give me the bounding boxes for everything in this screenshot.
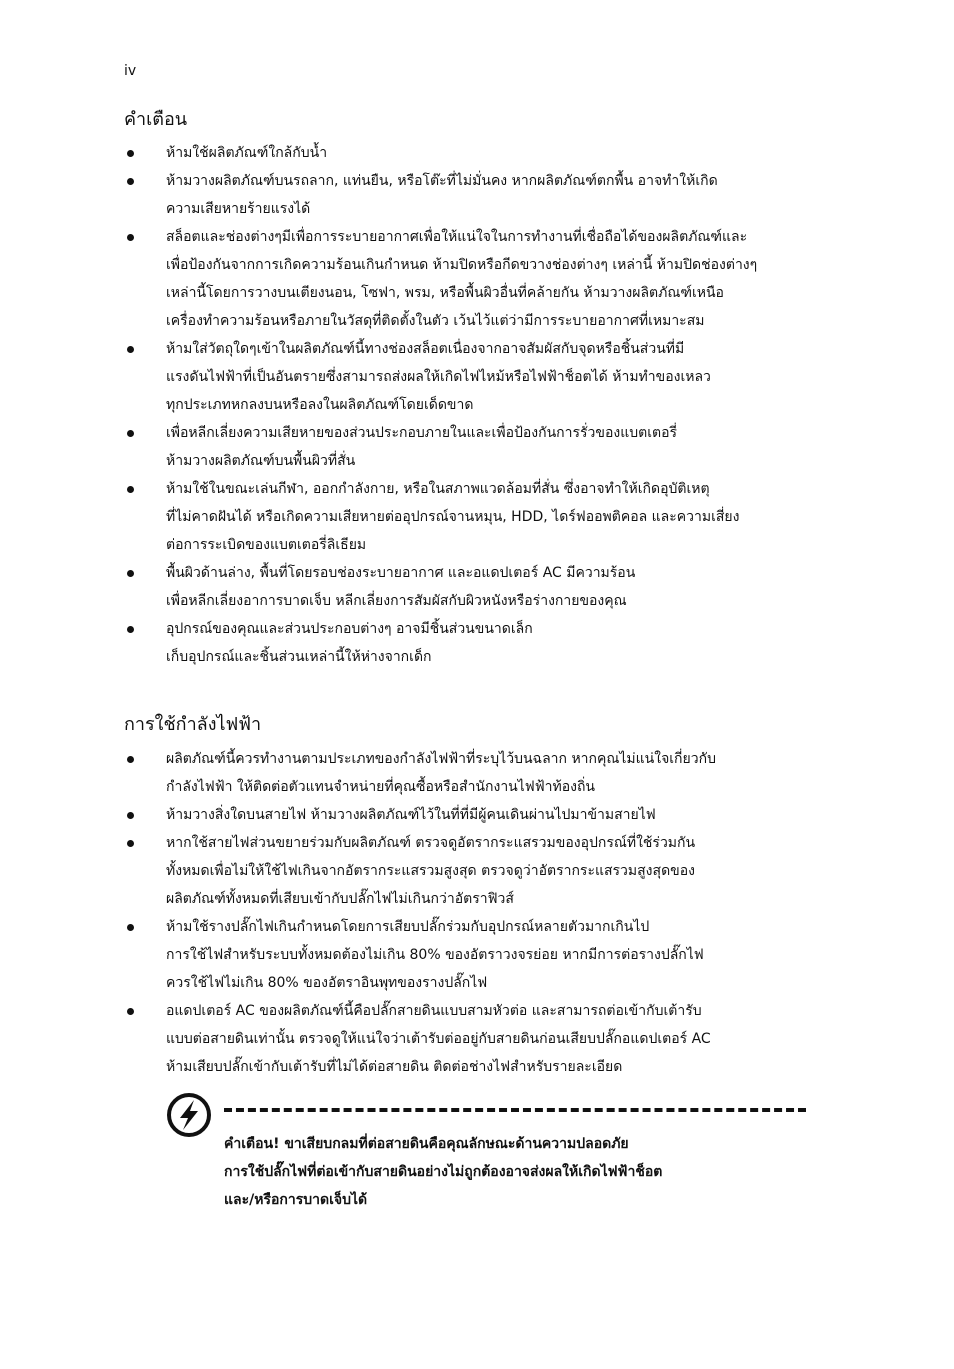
note-line: และ/หรือการบาดเจ็บได้ (224, 1192, 368, 1208)
list-item (124, 139, 824, 167)
list-item (124, 559, 824, 615)
list-item-line: พื้นผิวด้านล่าง, พื้นที่โดยรอบช่องระบายอากาศ และอแดปเตอร์ AC มีความร้อน (166, 565, 636, 581)
note-dashed-rule (224, 1108, 806, 1112)
bullet-dot-icon (127, 486, 134, 493)
list-item-line: ต่อการระเบิดของแบตเตอรี่ลิเธียม (166, 537, 367, 553)
list-item-line: ห้ามใช้รางปลั๊กไฟเกินกำหนดโดยการเสียบปลั๊กร่วมกับอุปกรณ์หลายตัวมากเกินไป (166, 919, 650, 935)
note-line: การใช้ปลั๊กไฟที่ต่อเข้ากับสายดินอย่างไม่ถูกต้องอาจส่งผลให้เกิดไฟฟ้าช็อต (224, 1164, 663, 1180)
list-item (124, 615, 824, 671)
section-title-warning: คำเตือน (124, 109, 188, 130)
bullet-dot-icon (127, 430, 134, 437)
bullet-dot-icon (127, 234, 134, 241)
list-item-line: อแดปเตอร์ AC ของผลิตภัณฑ์นี้คือปลั๊กสายดินแบบสามหัวต่อ และสามารถต่อเข้ากับเต้ารับ (166, 1003, 702, 1019)
list-item-line: ห้ามวางผลิตภัณฑ์บนรถลาก, แท่นยืน, หรือโต๊ะที่ไม่มั่นคง หากผลิตภัณฑ์ตกพื้น อาจทำให้เกิด (166, 173, 718, 189)
section-title-power: การใช้กำลังไฟฟ้า (124, 714, 262, 735)
lightning-warning-icon (166, 1092, 212, 1138)
list-item-line: แบบต่อสายดินเท่านั้น ตรวจดูให้แน่ใจว่าเต้ารับต่ออยู่กับสายดินก่อนเสียบปลั๊กอแดปเตอร์ AC (166, 1031, 711, 1047)
warning-bullet-list (124, 139, 824, 671)
bullet-dot-icon (127, 924, 134, 931)
bullet-dot-icon (127, 570, 134, 577)
list-item-line: ห้ามใช้ผลิตภัณฑ์ใกล้กับน้ำ (166, 145, 328, 161)
list-item-line: การใช้ไฟสำหรับระบบทั้งหมดต้องไม่เกิน 80% ของอัตราวงจรย่อย หากมีการต่อรางปลั๊กไฟ (166, 947, 704, 963)
list-item-line: ห้ามใส่วัตถุใดๆเข้าในผลิตภัณฑ์นี้ทางช่องสล็อตเนื่องจากอาจสัมผัสกับจุดหรือชิ้นส่วนที่มี (166, 341, 685, 357)
note-text (224, 1130, 814, 1214)
list-item-line: แรงดันไฟฟ้าที่เป็นอันตรายซึ่งสามารถส่งผลให้เกิดไฟไหม้หรือไฟฟ้าช็อตได้ ห้ามทำของเหลว (166, 369, 711, 385)
bullet-dot-icon (127, 178, 134, 185)
bullet-dot-icon (127, 812, 134, 819)
list-item (124, 475, 824, 559)
list-item (124, 419, 824, 475)
bullet-dot-icon (127, 1008, 134, 1015)
list-item (124, 223, 824, 335)
page-number: iv (124, 63, 137, 79)
list-item-line: ผลิตภัณฑ์ทั้งหมดที่เสียบเข้ากับปลั๊กไฟไม่เกินกว่าอัตราฟิวส์ (166, 891, 514, 907)
note-line: คำเตือน! ขาเสียบกลมที่ต่อสายดินคือคุณลักษณะด้านความปลอดภัย (224, 1136, 629, 1152)
list-item (124, 801, 824, 829)
list-item-line: เพื่อป้องกันจากการเกิดความร้อนเกินกำหนด ห้ามปิดหรือกีดขวางช่องต่างๆ เหล่านี้ ห้ามปิดช่องต่างๆ (166, 257, 758, 273)
list-item-line: ทั้งหมดเพื่อไม่ให้ใช้ไฟเกินจากอัตรากระแสรวมสูงสุด ตรวจดูว่าอัตรากระแสรวมสูงสุดของ (166, 863, 695, 879)
bullet-dot-icon (127, 840, 134, 847)
list-item-line: ที่ไม่คาดฝันได้ หรือเกิดความเสียหายต่ออุปกรณ์จานหมุน, HDD, ไดร์ฟออพติคอล และความเสี่ยง (166, 509, 740, 525)
list-item (124, 913, 824, 997)
list-item (124, 745, 824, 801)
bullet-dot-icon (127, 346, 134, 353)
list-item-line: ความเสียหายร้ายแรงได้ (166, 201, 311, 217)
list-item-line: กำลังไฟฟ้า ให้ติดต่อตัวแทนจำหน่ายที่คุณซื้อหรือสำนักงานไฟฟ้าท้องถิ่น (166, 779, 595, 795)
list-item-line: หากใช้สายไฟส่วนขยายร่วมกับผลิตภัณฑ์ ตรวจดูอัตรากระแสรวมของอุปกรณ์ที่ใช้ร่วมกัน (166, 835, 696, 851)
list-item-line: ห้ามใช้ในขณะเล่นกีฬา, ออกกำลังกาย, หรือในสภาพแวดล้อมที่สั่น ซึ่งอาจทำให้เกิดอุบัติเหตุ (166, 481, 710, 497)
list-item (124, 335, 824, 419)
list-item-line: เครื่องทำความร้อนหรือภายในวัสดุที่ติดตั้งในตัว เว้นไว้แต่ว่ามีการระบายอากาศที่เหมาะสม (166, 313, 705, 329)
list-item-line: ควรใช้ไฟไม่เกิน 80% ของอัตราอินพุทของรางปลั๊กไฟ (166, 975, 488, 991)
bullet-dot-icon (127, 150, 134, 157)
list-item (124, 997, 824, 1081)
list-item-line: ทุกประเภทหกลงบนหรือลงในผลิตภัณฑ์โดยเด็ดขาด (166, 397, 474, 413)
list-item-line: ผลิตภัณฑ์นี้ควรทำงานตามประเภทของกำลังไฟฟ้าที่ระบุไว้บนฉลาก หากคุณไม่แน่ใจเกี่ยวกับ (166, 751, 716, 767)
list-item-line: ห้ามวางผลิตภัณฑ์บนพื้นผิวที่สั่น (166, 453, 356, 469)
list-item-line: เหล่านี้โดยการวางบนเตียงนอน, โซฟา, พรม, หรือพื้นผิวอื่นที่คล้ายกัน ห้ามวางผลิตภัณฑ์เหนือ (166, 285, 724, 301)
list-item-line: ห้ามเสียบปลั๊กเข้ากับเต้ารับที่ไม่ได้ต่อสายดิน ติดต่อช่างไฟสำหรับรายละเอียด (166, 1059, 623, 1075)
bullet-dot-icon (127, 626, 134, 633)
list-item-line: ห้ามวางสิ่งใดบนสายไฟ ห้ามวางผลิตภัณฑ์ไว้ในที่ที่มีผู้คนเดินผ่านไปมาข้ามสายไฟ (166, 807, 656, 823)
list-item-line: เพื่อหลีกเลี่ยงอาการบาดเจ็บ หลีกเลี่ยงการสัมผัสกับผิวหนังหรือร่างกายของคุณ (166, 593, 627, 609)
list-item (124, 829, 824, 913)
list-item-line: อุปกรณ์ของคุณและส่วนประกอบต่างๆ อาจมีชิ้นส่วนขนาดเล็ก (166, 621, 533, 637)
power-bullet-list (124, 745, 824, 1081)
list-item-line: เพื่อหลีกเลี่ยงความเสียหายของส่วนประกอบภายในและเพื่อป้องกันการรั่วของแบตเตอรี่ (166, 425, 678, 441)
list-item-line: สล็อตและช่องต่างๆมีเพื่อการระบายอากาศเพื่อให้แน่ใจในการทำงานที่เชื่อถือได้ของผลิตภัณฑ์และ (166, 229, 748, 245)
list-item (124, 167, 824, 223)
warning-note (166, 1088, 816, 1218)
bullet-dot-icon (127, 756, 134, 763)
list-item-line: เก็บอุปกรณ์และชิ้นส่วนเหล่านี้ให้ห่างจากเด็ก (166, 649, 432, 665)
